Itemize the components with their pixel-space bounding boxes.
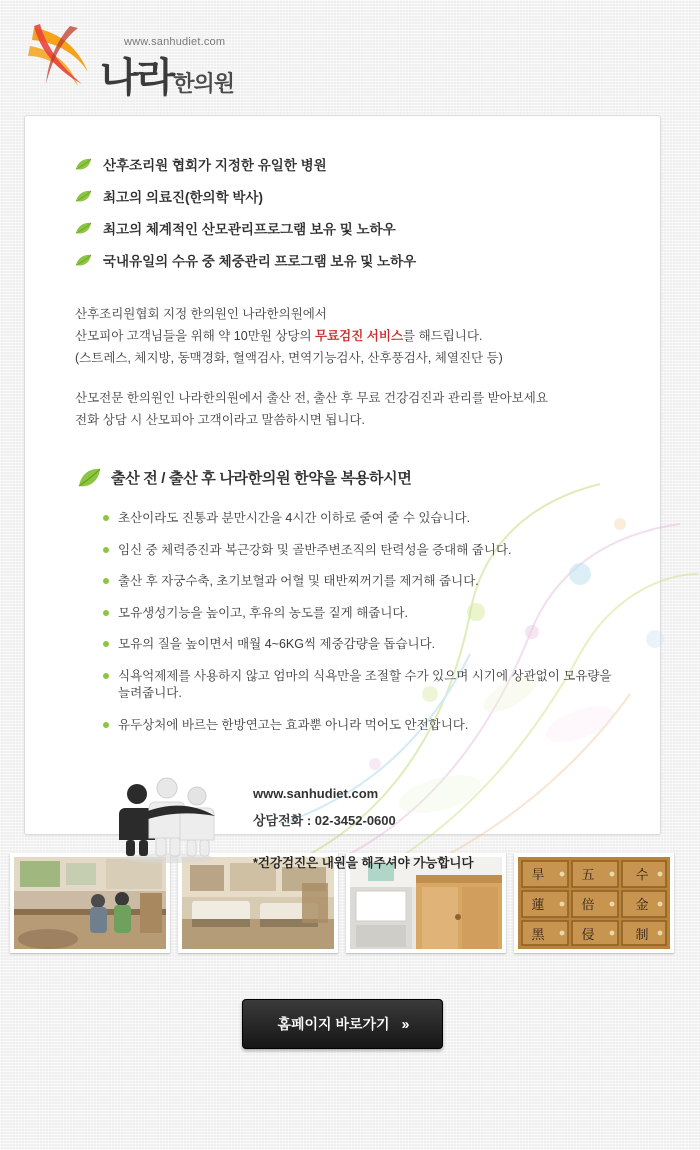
intro-line-5: 전화 상담 시 산모피아 고객이라고 말씀하시면 됩니다. [75, 412, 365, 427]
bullet-dot-icon [103, 547, 109, 553]
svg-text:金: 金 [635, 898, 649, 913]
intro-line-2 [75, 326, 616, 348]
contact-note: *건강검진은 내원을 해주셔야 가능합니다 [253, 856, 474, 871]
bullet-dot-icon [103, 610, 109, 616]
intro-line-3: (스트레스, 체지방, 동맥경화, 혈액검사, 면역기능검사, 산후풍검사, 체열진단 등) [75, 350, 503, 365]
contact-phone: 상담전화 : 02-3452-0600 [253, 813, 396, 829]
intro-line-4: 산모전문 한의원인 나라한의원에서 출산 전, 출산 후 무료 건강검진과 관리를 받아보세요 [75, 390, 548, 405]
bullet-dot-icon [103, 673, 109, 679]
benefit-label: 모유생성기능을 높이고, 후유의 농도를 짙게 해줍니다. [118, 605, 408, 620]
chevron-right-icon: ›› [401, 1015, 408, 1033]
list-item [103, 668, 616, 703]
section-heading [77, 467, 616, 488]
benefit-label: 출산 후 자궁수축, 초기보혈과 어혈 및 태반찌꺼기를 제거해 줍니다. [118, 574, 479, 589]
header-site-url: www.sanhudiet.com [124, 36, 226, 48]
benefit-label: 초산이라도 진통과 분만시간을 4시간 이하로 줄여 줄 수 있습니다. [118, 511, 471, 526]
benefit-label: 유두상처에 바르는 한방연고는 효과뿐 아니라 먹어도 안전합니다. [118, 717, 469, 732]
leaf-icon [77, 468, 101, 488]
list-item [75, 218, 616, 238]
highlight-label: 최고의 체계적인 산모관리프로그램 보유 및 노하우 [103, 222, 396, 237]
intro-line-2-post: 를 해드립니다. [403, 328, 483, 343]
bullet-dot-icon [103, 641, 109, 647]
benefit-label: 모유의 질을 높이면서 매월 4~6KG씩 제중감량을 돕습니다. [118, 637, 436, 652]
highlight-label: 산후조리원 협회가 지정한 유일한 병원 [103, 158, 327, 173]
contact-block [75, 772, 616, 871]
list-item [103, 605, 616, 623]
section-title: 출산 전 / 출산 후 나라한의원 한약을 복용하시면 [111, 470, 412, 488]
intro-line-1: 산후조리원협회 지정 한의원인 나라한의원에서 [75, 307, 327, 321]
highlight-label: 최고의 의료진(한의학 박사) [103, 190, 263, 205]
contact-website[interactable]: www.sanhudiet.com [253, 786, 379, 802]
logo-text [100, 46, 234, 103]
leaf-icon [75, 190, 92, 203]
svg-text:倍: 倍 [581, 898, 595, 913]
list-item [103, 636, 616, 654]
svg-text:黑: 黑 [531, 928, 545, 943]
benefit-label: 임신 중 체력증진과 복근강화 및 골반주변조직의 탄력성을 증대해 줍니다. [118, 542, 512, 557]
svg-text:五: 五 [581, 868, 595, 883]
bullet-dot-icon [103, 722, 109, 728]
highlight-label: 국내유일의 수유 중 체중관리 프로그램 보유 및 노하우 [103, 254, 417, 269]
list-item [103, 542, 616, 560]
leaf-icon [75, 222, 92, 235]
logo[interactable] [22, 18, 282, 108]
page-header [0, 0, 685, 115]
bullet-dot-icon [103, 578, 109, 584]
leaf-icon [75, 254, 92, 267]
list-item [75, 186, 616, 206]
benefit-label: 식욕억제제를 사용하지 않고 엄마의 식욕만을 조절할 수가 있으며 시기에 상관없이 모유량을 늘려줍니다. [118, 668, 612, 701]
list-item [103, 510, 616, 528]
cta-section [0, 999, 685, 1049]
list-item [103, 573, 616, 591]
intro-line-2-accent: 무료검진 서비스 [315, 328, 404, 343]
benefit-list [75, 510, 616, 734]
cta-label: 홈페이지 바로가기 [277, 1016, 390, 1032]
leaf-icon [75, 158, 92, 171]
three-people-icon [115, 772, 223, 864]
intro-paragraphs [75, 304, 616, 431]
highlight-list [75, 154, 616, 270]
logo-text-main: 나라 [100, 56, 174, 100]
svg-text:수: 수 [635, 868, 649, 883]
list-item [75, 250, 616, 270]
intro-line-2-pre: 산모피아 고객님들을 위해 약 10만원 상당의 [75, 328, 316, 343]
main-content-card [24, 115, 661, 871]
svg-text:蓮: 蓮 [531, 898, 545, 913]
list-item [103, 717, 616, 735]
svg-text:旱: 旱 [531, 868, 545, 883]
homepage-link-button[interactable] [242, 999, 442, 1049]
logo-text-sub: 한의원 [173, 71, 235, 96]
bullet-dot-icon [103, 515, 109, 521]
svg-text:侵: 侵 [581, 928, 595, 943]
list-item [75, 154, 616, 174]
swoosh-logo-icon [26, 22, 98, 92]
svg-text:制: 制 [635, 928, 649, 943]
contact-text [253, 772, 474, 871]
